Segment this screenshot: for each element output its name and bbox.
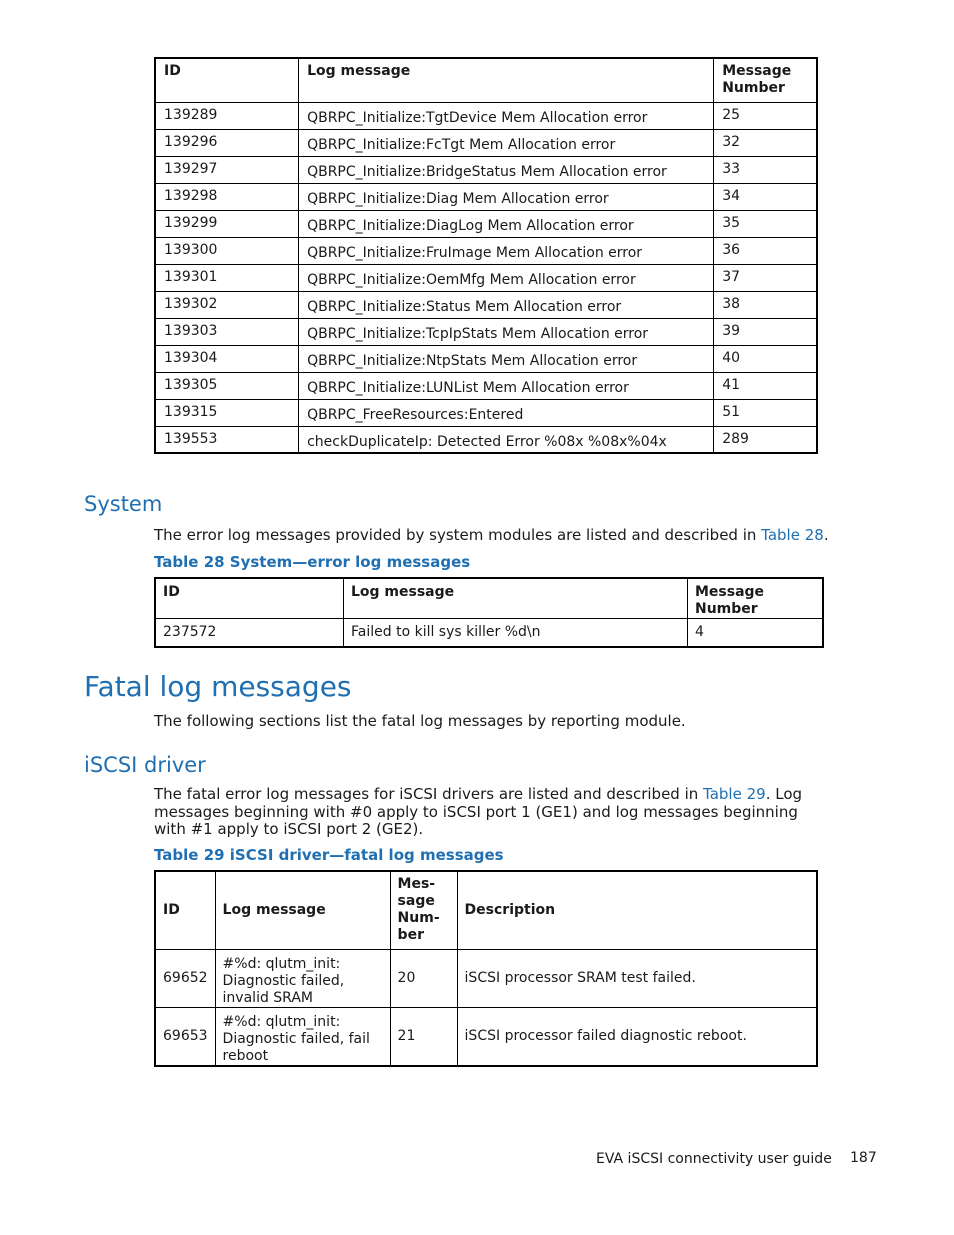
cell-message-number: 51 <box>714 399 817 426</box>
column-header-id: ID <box>155 578 344 619</box>
cell-id: 139553 <box>155 426 299 453</box>
column-header-description: Description <box>457 871 817 949</box>
section-heading-iscsi-driver: iSCSI driver <box>84 753 206 777</box>
column-header-message-number: Message Number <box>714 58 817 102</box>
column-header-id: ID <box>155 871 215 949</box>
table-28-link[interactable]: Table 28 <box>761 526 824 544</box>
iscsi-intro <box>154 786 834 839</box>
cell-message-number: 40 <box>714 345 817 372</box>
cell-description: iSCSI processor SRAM test failed. <box>457 949 817 1007</box>
cell-log-message: QBRPC_Initialize:DiagLog Mem Allocation error <box>299 210 714 237</box>
cell-message-number: 39 <box>714 318 817 345</box>
cell-log-message: QBRPC_Initialize:LUNList Mem Allocation error <box>299 372 714 399</box>
table-29-caption: Table 29 iSCSI driver—fatal log messages <box>154 846 504 864</box>
cell-id: 139298 <box>155 183 299 210</box>
table-row <box>155 619 823 647</box>
cell-log-message: QBRPC_Initialize:OemMfg Mem Allocation error <box>299 264 714 291</box>
footer-document-title: EVA iSCSI connectivity user guide <box>596 1151 832 1167</box>
column-header-message-number: Message Number <box>688 578 824 619</box>
cell-message-number: 289 <box>714 426 817 453</box>
cell-log-message: QBRPC_Initialize:Diag Mem Allocation error <box>299 183 714 210</box>
cell-log-message: #%d: qlutm_init: Diagnostic failed, fail reboot <box>215 1007 390 1066</box>
table-body <box>155 102 817 453</box>
system-intro-end: . <box>823 526 829 544</box>
system-intro <box>154 527 834 545</box>
cell-log-message: QBRPC_Initialize:TcpIpStats Mem Allocation error <box>299 318 714 345</box>
cell-id: 139301 <box>155 264 299 291</box>
table-row <box>155 237 817 264</box>
cell-id: 69652 <box>155 949 215 1007</box>
cell-message-number: 20 <box>390 949 457 1007</box>
cell-log-message: QBRPC_Initialize:FcTgt Mem Allocation error <box>299 129 714 156</box>
table-row <box>155 949 817 1007</box>
table-row <box>155 291 817 318</box>
cell-id: 69653 <box>155 1007 215 1066</box>
cell-message-number: 25 <box>714 102 817 129</box>
cell-message-number: 33 <box>714 156 817 183</box>
table-row <box>155 1007 817 1066</box>
table-body <box>155 949 817 1066</box>
table-header-row <box>155 871 817 949</box>
iscsi-fatal-table <box>154 870 818 1067</box>
cell-log-message: #%d: qlutm_init: Diagnostic failed, invalid SRAM <box>215 949 390 1007</box>
cell-id: 237572 <box>155 619 344 647</box>
column-header-message-number: Mes- sage Num- ber <box>390 871 457 949</box>
table-row <box>155 318 817 345</box>
section-heading-system: System <box>84 492 163 516</box>
cell-id: 139315 <box>155 399 299 426</box>
table-header-row <box>155 58 817 102</box>
cell-message-number: 35 <box>714 210 817 237</box>
cell-message-number: 34 <box>714 183 817 210</box>
section-heading-fatal-log-messages: Fatal log messages <box>84 670 352 703</box>
column-header-log-message: Log message <box>344 578 688 619</box>
iscsi-intro-text: The fatal error log messages for iSCSI drivers are listed and described in <box>154 785 704 803</box>
cell-message-number: 32 <box>714 129 817 156</box>
table-header-row <box>155 578 823 619</box>
table-row <box>155 264 817 291</box>
cell-id: 139299 <box>155 210 299 237</box>
cell-log-message: QBRPC_Initialize:TgtDevice Mem Allocation error <box>299 102 714 129</box>
iscsi-intro-end: . Log messages beginning with #0 apply to iSCSI port 1 (GE1) and log messages beginning with #1 apply to iSCSI port 2 (GE2). <box>154 785 803 838</box>
cell-log-message: QBRPC_FreeResources:Entered <box>299 399 714 426</box>
cell-id: 139289 <box>155 102 299 129</box>
table-row <box>155 372 817 399</box>
table-row <box>155 102 817 129</box>
table-28-caption: Table 28 System—error log messages <box>154 553 471 571</box>
system-error-table <box>154 577 824 648</box>
column-header-id: ID <box>155 58 299 102</box>
cell-message-number: 36 <box>714 237 817 264</box>
cell-log-message: QBRPC_Initialize:NtpStats Mem Allocation error <box>299 345 714 372</box>
cell-id: 139304 <box>155 345 299 372</box>
table-row <box>155 210 817 237</box>
cell-message-number: 4 <box>688 619 824 647</box>
page-number: 187 <box>850 1150 877 1166</box>
cell-message-number: 41 <box>714 372 817 399</box>
cell-log-message: QBRPC_Initialize:BridgeStatus Mem Allocation error <box>299 156 714 183</box>
table-row <box>155 129 817 156</box>
cell-id: 139300 <box>155 237 299 264</box>
cell-id: 139302 <box>155 291 299 318</box>
cell-id: 139303 <box>155 318 299 345</box>
column-header-log-message: Log message <box>299 58 714 102</box>
log-table-continued <box>154 57 818 454</box>
cell-log-message: QBRPC_Initialize:FruImage Mem Allocation error <box>299 237 714 264</box>
table-body <box>155 619 823 647</box>
cell-message-number: 38 <box>714 291 817 318</box>
fatal-intro: The following sections list the fatal log messages by reporting module. <box>154 712 686 730</box>
cell-message-number: 37 <box>714 264 817 291</box>
cell-log-message: Failed to kill sys killer %d\n <box>344 619 688 647</box>
cell-id: 139297 <box>155 156 299 183</box>
cell-log-message: QBRPC_Initialize:Status Mem Allocation error <box>299 291 714 318</box>
cell-message-number: 21 <box>390 1007 457 1066</box>
column-header-log-message: Log message <box>215 871 390 949</box>
table-row <box>155 345 817 372</box>
table-row <box>155 183 817 210</box>
table-row <box>155 156 817 183</box>
cell-id: 139305 <box>155 372 299 399</box>
table-row <box>155 399 817 426</box>
cell-log-message: checkDuplicateIp: Detected Error %08x %08x%04x <box>299 426 714 453</box>
system-intro-text: The error log messages provided by system modules are listed and described in <box>154 526 762 544</box>
table-row <box>155 426 817 453</box>
table-29-link[interactable]: Table 29 <box>703 785 766 803</box>
cell-id: 139296 <box>155 129 299 156</box>
cell-description: iSCSI processor failed diagnostic reboot. <box>457 1007 817 1066</box>
